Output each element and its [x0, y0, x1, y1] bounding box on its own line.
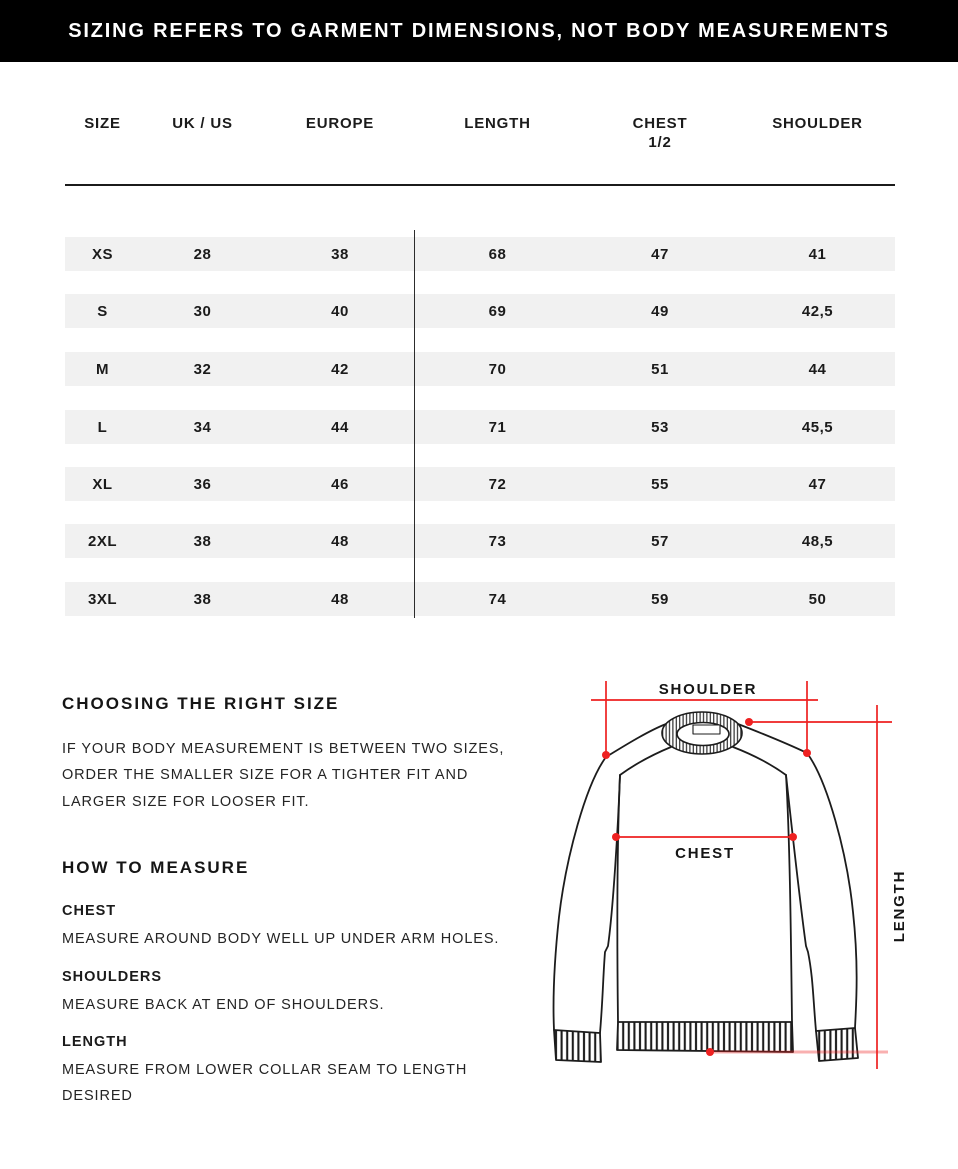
cell-size: S — [97, 302, 108, 320]
left-cuff-ribbing — [554, 1030, 601, 1062]
cell-size: XL — [92, 475, 113, 493]
cell-size: M — [96, 360, 109, 378]
choosing-size-title: CHOOSING THE RIGHT SIZE — [62, 694, 340, 713]
column-header-uk-us: UK / US — [172, 115, 233, 132]
measure-shoulders-label: SHOULDERS — [62, 969, 163, 985]
table-row-2xl — [65, 524, 895, 558]
cell-length: 68 — [488, 245, 507, 263]
choosing-size-text: IF YOUR BODY MEASUREMENT IS BETWEEN TWO SIZES, ORDER THE SMALLER SIZE FOR A TIGHTER FIT AND LARGER SIZE FOR LOOSER FIT. — [62, 741, 505, 810]
cell-europe: 42 — [331, 360, 349, 378]
table-row-xl — [65, 467, 895, 501]
cell-europe: 46 — [331, 475, 349, 493]
measurement-dots — [602, 718, 811, 1056]
measure-length-text: MEASURE FROM LOWER COLLAR SEAM TO LENGTH DESIRED — [62, 1062, 468, 1105]
cell-size: XS — [91, 245, 113, 263]
column-header-europe: EUROPE — [305, 115, 375, 132]
cell-shoulder: 50 — [808, 590, 827, 608]
column-header-length: LENGTH — [464, 115, 531, 132]
table-row-m — [65, 352, 895, 386]
cell-length: 71 — [488, 418, 507, 436]
table-vertical-divider — [414, 230, 415, 618]
sizing-notice-banner — [0, 0, 958, 62]
cell-size: 3XL — [87, 590, 117, 608]
diagram-chest-label: CHEST — [675, 845, 735, 862]
cell-shoulder: 41 — [808, 245, 827, 263]
cell-shoulder: 48,5 — [801, 532, 834, 550]
cell-chest: 53 — [651, 418, 669, 436]
collar-label — [693, 725, 720, 734]
cell-size: L — [97, 418, 108, 436]
measure-length-label: LENGTH — [62, 1034, 128, 1050]
measure-shoulders-text: MEASURE BACK AT END OF SHOULDERS. — [62, 997, 385, 1013]
column-header-chest: CHEST 1/2 — [632, 115, 688, 151]
cell-uk-us: 38 — [193, 532, 212, 550]
cell-chest: 55 — [651, 475, 669, 493]
cell-chest: 51 — [651, 360, 669, 378]
cell-chest: 57 — [651, 532, 669, 550]
diagram-shoulder-label: SHOULDER — [658, 681, 758, 698]
right-cuff-ribbing — [816, 1028, 858, 1061]
table-row-3xl — [65, 582, 895, 616]
cell-size: 2XL — [87, 532, 117, 550]
cell-length: 74 — [488, 590, 507, 608]
column-header-size: SIZE — [84, 115, 121, 132]
measure-chest-label: CHEST — [62, 903, 117, 919]
cell-europe: 38 — [331, 245, 349, 263]
cell-chest: 49 — [651, 302, 669, 320]
cell-shoulder: 45,5 — [801, 418, 834, 436]
cell-shoulder: 42,5 — [801, 302, 834, 320]
cell-uk-us: 38 — [193, 590, 212, 608]
cell-length: 73 — [488, 532, 507, 550]
table-row-s — [65, 294, 895, 328]
sizing-notice-text: SIZING REFERS TO GARMENT DIMENSIONS, NOT BODY MEASUREMENTS — [68, 19, 890, 42]
column-header-shoulder: SHOULDER — [772, 115, 863, 132]
cell-length: 72 — [488, 475, 507, 493]
hem-ribbing — [617, 1022, 793, 1052]
table-row-xs — [65, 237, 895, 271]
header-divider-line — [65, 184, 895, 186]
cell-uk-us: 34 — [193, 418, 212, 436]
cell-chest: 59 — [651, 590, 669, 608]
diagram-length-label: LENGTH — [891, 869, 908, 943]
cell-uk-us: 28 — [193, 245, 212, 263]
cell-length: 69 — [488, 302, 507, 320]
cell-shoulder: 44 — [808, 360, 827, 378]
sweater-diagram — [542, 662, 958, 1072]
cell-chest: 47 — [651, 245, 669, 263]
how-to-measure-title: HOW TO MEASURE — [62, 858, 250, 877]
measure-chest-text: MEASURE AROUND BODY WELL UP UNDER ARM HOLES. — [62, 931, 500, 947]
cell-uk-us: 30 — [193, 302, 212, 320]
cell-europe: 48 — [331, 590, 349, 608]
cell-length: 70 — [488, 360, 507, 378]
size-table-header — [65, 116, 895, 154]
cell-shoulder: 47 — [808, 475, 827, 493]
table-row-l — [65, 410, 895, 444]
cell-uk-us: 32 — [193, 360, 212, 378]
cell-europe: 40 — [331, 302, 349, 320]
cell-europe: 44 — [331, 418, 349, 436]
cell-europe: 48 — [331, 532, 349, 550]
cell-uk-us: 36 — [193, 475, 212, 493]
sweater-outline — [554, 712, 858, 1062]
